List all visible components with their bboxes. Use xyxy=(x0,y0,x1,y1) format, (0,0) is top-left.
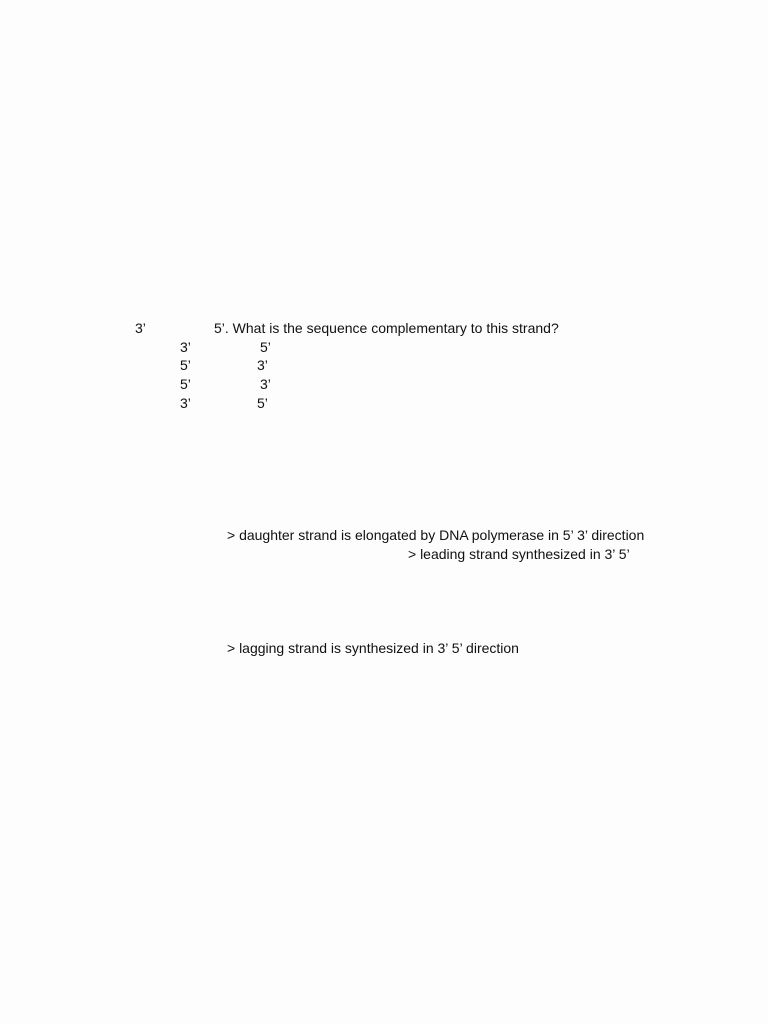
option-1-left: 3’ xyxy=(180,339,191,355)
note-leading-strand: > leading strand synthesized in 3’ 5’ xyxy=(408,546,630,562)
option-2-left: 5’ xyxy=(180,357,191,373)
note-lagging-strand: > lagging strand is synthesized in 3’ 5’ direction xyxy=(227,640,519,656)
option-4-left: 3’ xyxy=(180,395,191,411)
question-stem-text: 5’. What is the sequence complementary to this strand? xyxy=(214,320,559,336)
option-3-right: 3’ xyxy=(260,376,271,392)
option-2-right: 3’ xyxy=(257,357,268,373)
option-4-right: 5’ xyxy=(257,395,268,411)
question-stem-start: 3’ xyxy=(135,320,146,336)
option-1-right: 5’ xyxy=(260,339,271,355)
note-daughter-strand: > daughter strand is elongated by DNA polymerase in 5’ 3’ direction xyxy=(227,527,645,543)
option-3-left: 5’ xyxy=(180,376,191,392)
